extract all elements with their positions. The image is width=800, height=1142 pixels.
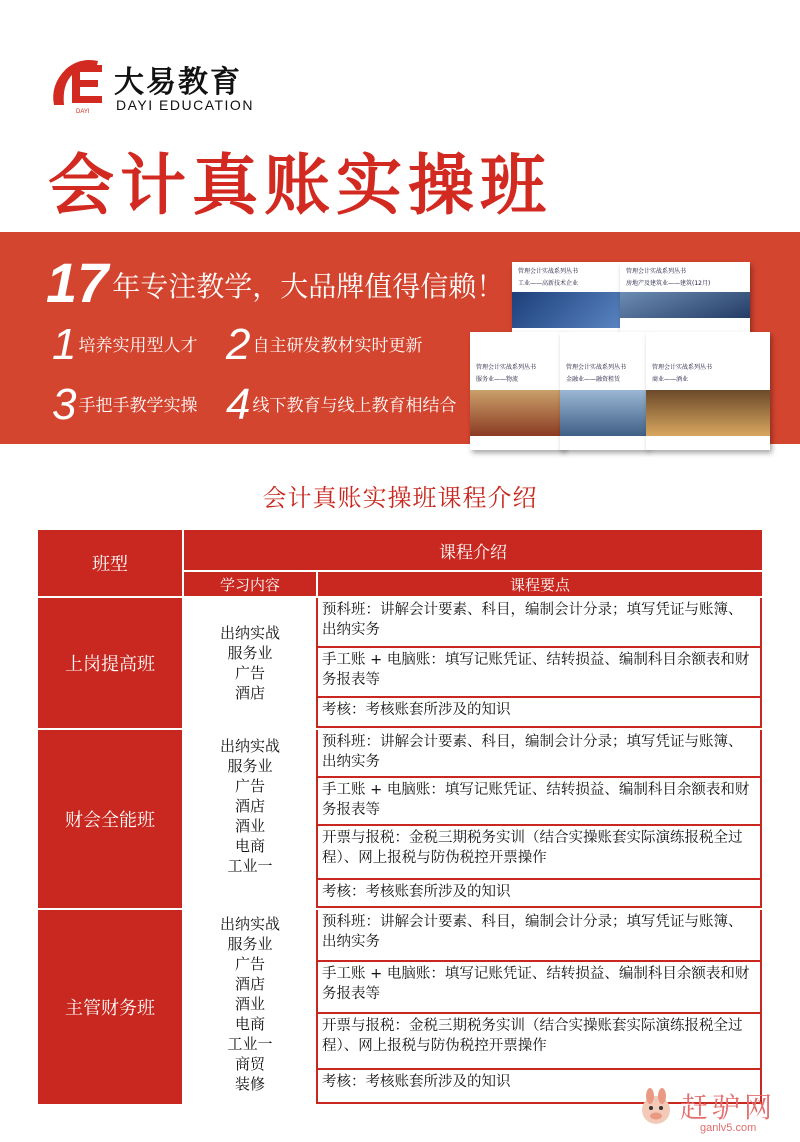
book-subtitle: 房地产及建筑业——建筑(12月) xyxy=(626,280,711,287)
header-course-points: 课程要点 xyxy=(318,572,762,596)
content-item: 服务业 xyxy=(227,935,273,953)
group-name: 上岗提高班 xyxy=(38,598,182,728)
book-subtitle: 金融业——融资租赁 xyxy=(566,376,621,383)
course-group xyxy=(38,910,762,1104)
header-study-content: 学习内容 xyxy=(184,572,316,596)
book-label: 管理会计实战系列丛书 xyxy=(476,364,537,371)
book-cover xyxy=(470,332,564,450)
group-content-list xyxy=(184,910,316,1104)
feature-number: 1 xyxy=(52,320,77,369)
slogan-number: 17 xyxy=(46,251,109,314)
feature-number: 2 xyxy=(226,320,251,369)
dayi-logo-icon xyxy=(46,55,106,115)
book-series-image xyxy=(462,262,792,442)
feature-text: 培养实用型人才 xyxy=(78,336,198,356)
book-cover xyxy=(646,332,770,450)
content-item: 服务业 xyxy=(227,757,273,775)
content-item: 酒店 xyxy=(234,684,265,702)
group-content-list xyxy=(184,730,316,908)
content-item: 装修 xyxy=(234,1075,265,1093)
logo-mark-text: DAYI xyxy=(76,109,90,115)
course-group xyxy=(38,730,762,908)
feature-text: 线下教育与线上教育相结合 xyxy=(252,396,457,416)
group-points xyxy=(316,598,762,728)
course-point: 预科班：讲解会计要素、科目，编制会计分录；填写凭证与账簿、出纳实务 xyxy=(318,730,760,776)
course-point: 预科班：讲解会计要素、科目，编制会计分录；填写凭证与账簿、出纳实务 xyxy=(318,910,760,960)
slogan-text: 年专注教学，大品牌值得信赖！ xyxy=(112,270,505,303)
section-title: 会计真账实操班课程介绍 xyxy=(262,484,538,512)
donkey-mascot-icon xyxy=(636,1088,676,1128)
brand-name-en: DAYI EDUCATION xyxy=(116,97,254,113)
content-item: 酒店 xyxy=(234,797,265,815)
book-label: 管理会计实战系列丛书 xyxy=(518,268,579,275)
content-item: 广告 xyxy=(234,955,265,973)
watermark xyxy=(636,1086,786,1136)
course-group xyxy=(38,598,762,728)
content-item: 出纳实战 xyxy=(219,915,280,933)
content-item: 商贸 xyxy=(234,1055,265,1073)
group-name: 财会全能班 xyxy=(38,730,182,908)
course-point: 考核：考核账套所涉及的知识 xyxy=(318,880,760,906)
banner-slogan xyxy=(46,250,504,315)
content-item: 酒业 xyxy=(234,995,265,1013)
feature-item xyxy=(226,320,422,370)
course-point: 开票与报税：金税三期税务实训（结合实操账套实际演练报税全过程）、网上报税与防伪税控开票操作 xyxy=(318,826,760,878)
group-content-list xyxy=(184,598,316,728)
feature-text: 手把手教学实操 xyxy=(78,396,198,416)
header-class-type: 班型 xyxy=(38,530,182,596)
book-cover xyxy=(620,262,750,332)
content-item: 出纳实战 xyxy=(219,624,280,642)
watermark-url: ganlv5.com xyxy=(700,1122,757,1134)
content-item: 酒店 xyxy=(234,975,265,993)
book-label: 管理会计实战系列丛书 xyxy=(566,364,627,371)
course-point: 开票与报税：金税三期税务实训（结合实操账套实际演练报税全过程）、网上报税与防伪税控开票操作 xyxy=(318,1014,760,1068)
feature-number: 4 xyxy=(226,380,251,429)
course-point: 手工账 + 电脑账：填写记账凭证、结转损益、编制科目余额表和财务报表等 xyxy=(318,962,760,1012)
book-label: 管理会计实战系列丛书 xyxy=(626,268,687,275)
book-subtitle: 工业——高新技术企业 xyxy=(518,280,579,287)
course-point: 考核：考核账套所涉及的知识 xyxy=(318,1070,760,1102)
book-label: 管理会计实战系列丛书 xyxy=(652,364,713,371)
feature-item xyxy=(52,380,197,430)
course-point: 手工账 + 电脑账：填写记账凭证、结转损益、编制科目余额表和财务报表等 xyxy=(318,648,760,696)
feature-item xyxy=(52,320,197,370)
feature-item xyxy=(226,380,456,430)
content-item: 广告 xyxy=(234,664,265,682)
feature-number: 3 xyxy=(52,380,77,429)
group-name: 主管财务班 xyxy=(38,910,182,1104)
course-point: 手工账 + 电脑账：填写记账凭证、结转损益、编制科目余额表和财务报表等 xyxy=(318,778,760,824)
page-title: 会计真账实操班 xyxy=(48,147,552,224)
course-point: 考核：考核账套所涉及的知识 xyxy=(318,698,760,726)
book-subtitle: 商业——酒业 xyxy=(652,376,689,383)
content-item: 出纳实战 xyxy=(219,737,280,755)
watermark-text: 赶驴网 xyxy=(680,1091,777,1124)
course-point: 预科班：讲解会计要素、科目，编制会计分录；填写凭证与账簿、出纳实务 xyxy=(318,598,760,646)
content-item: 广告 xyxy=(234,777,265,795)
content-item: 工业一 xyxy=(227,857,273,875)
brand-name-cn: 大易教育 xyxy=(114,65,242,100)
brand-logo xyxy=(46,55,266,121)
content-item: 酒业 xyxy=(234,817,265,835)
book-cover xyxy=(560,332,648,450)
content-item: 电商 xyxy=(234,837,265,855)
group-points xyxy=(316,730,762,908)
feature-text: 自主研发教材实时更新 xyxy=(252,336,423,356)
header-course-intro: 课程介绍 xyxy=(184,530,762,570)
book-subtitle: 服务业——物流 xyxy=(476,376,519,383)
content-item: 工业一 xyxy=(227,1035,273,1053)
book-cover xyxy=(512,262,624,342)
promo-banner xyxy=(0,232,800,444)
content-item: 服务业 xyxy=(227,644,273,662)
content-item: 电商 xyxy=(234,1015,265,1033)
group-points xyxy=(316,910,762,1104)
